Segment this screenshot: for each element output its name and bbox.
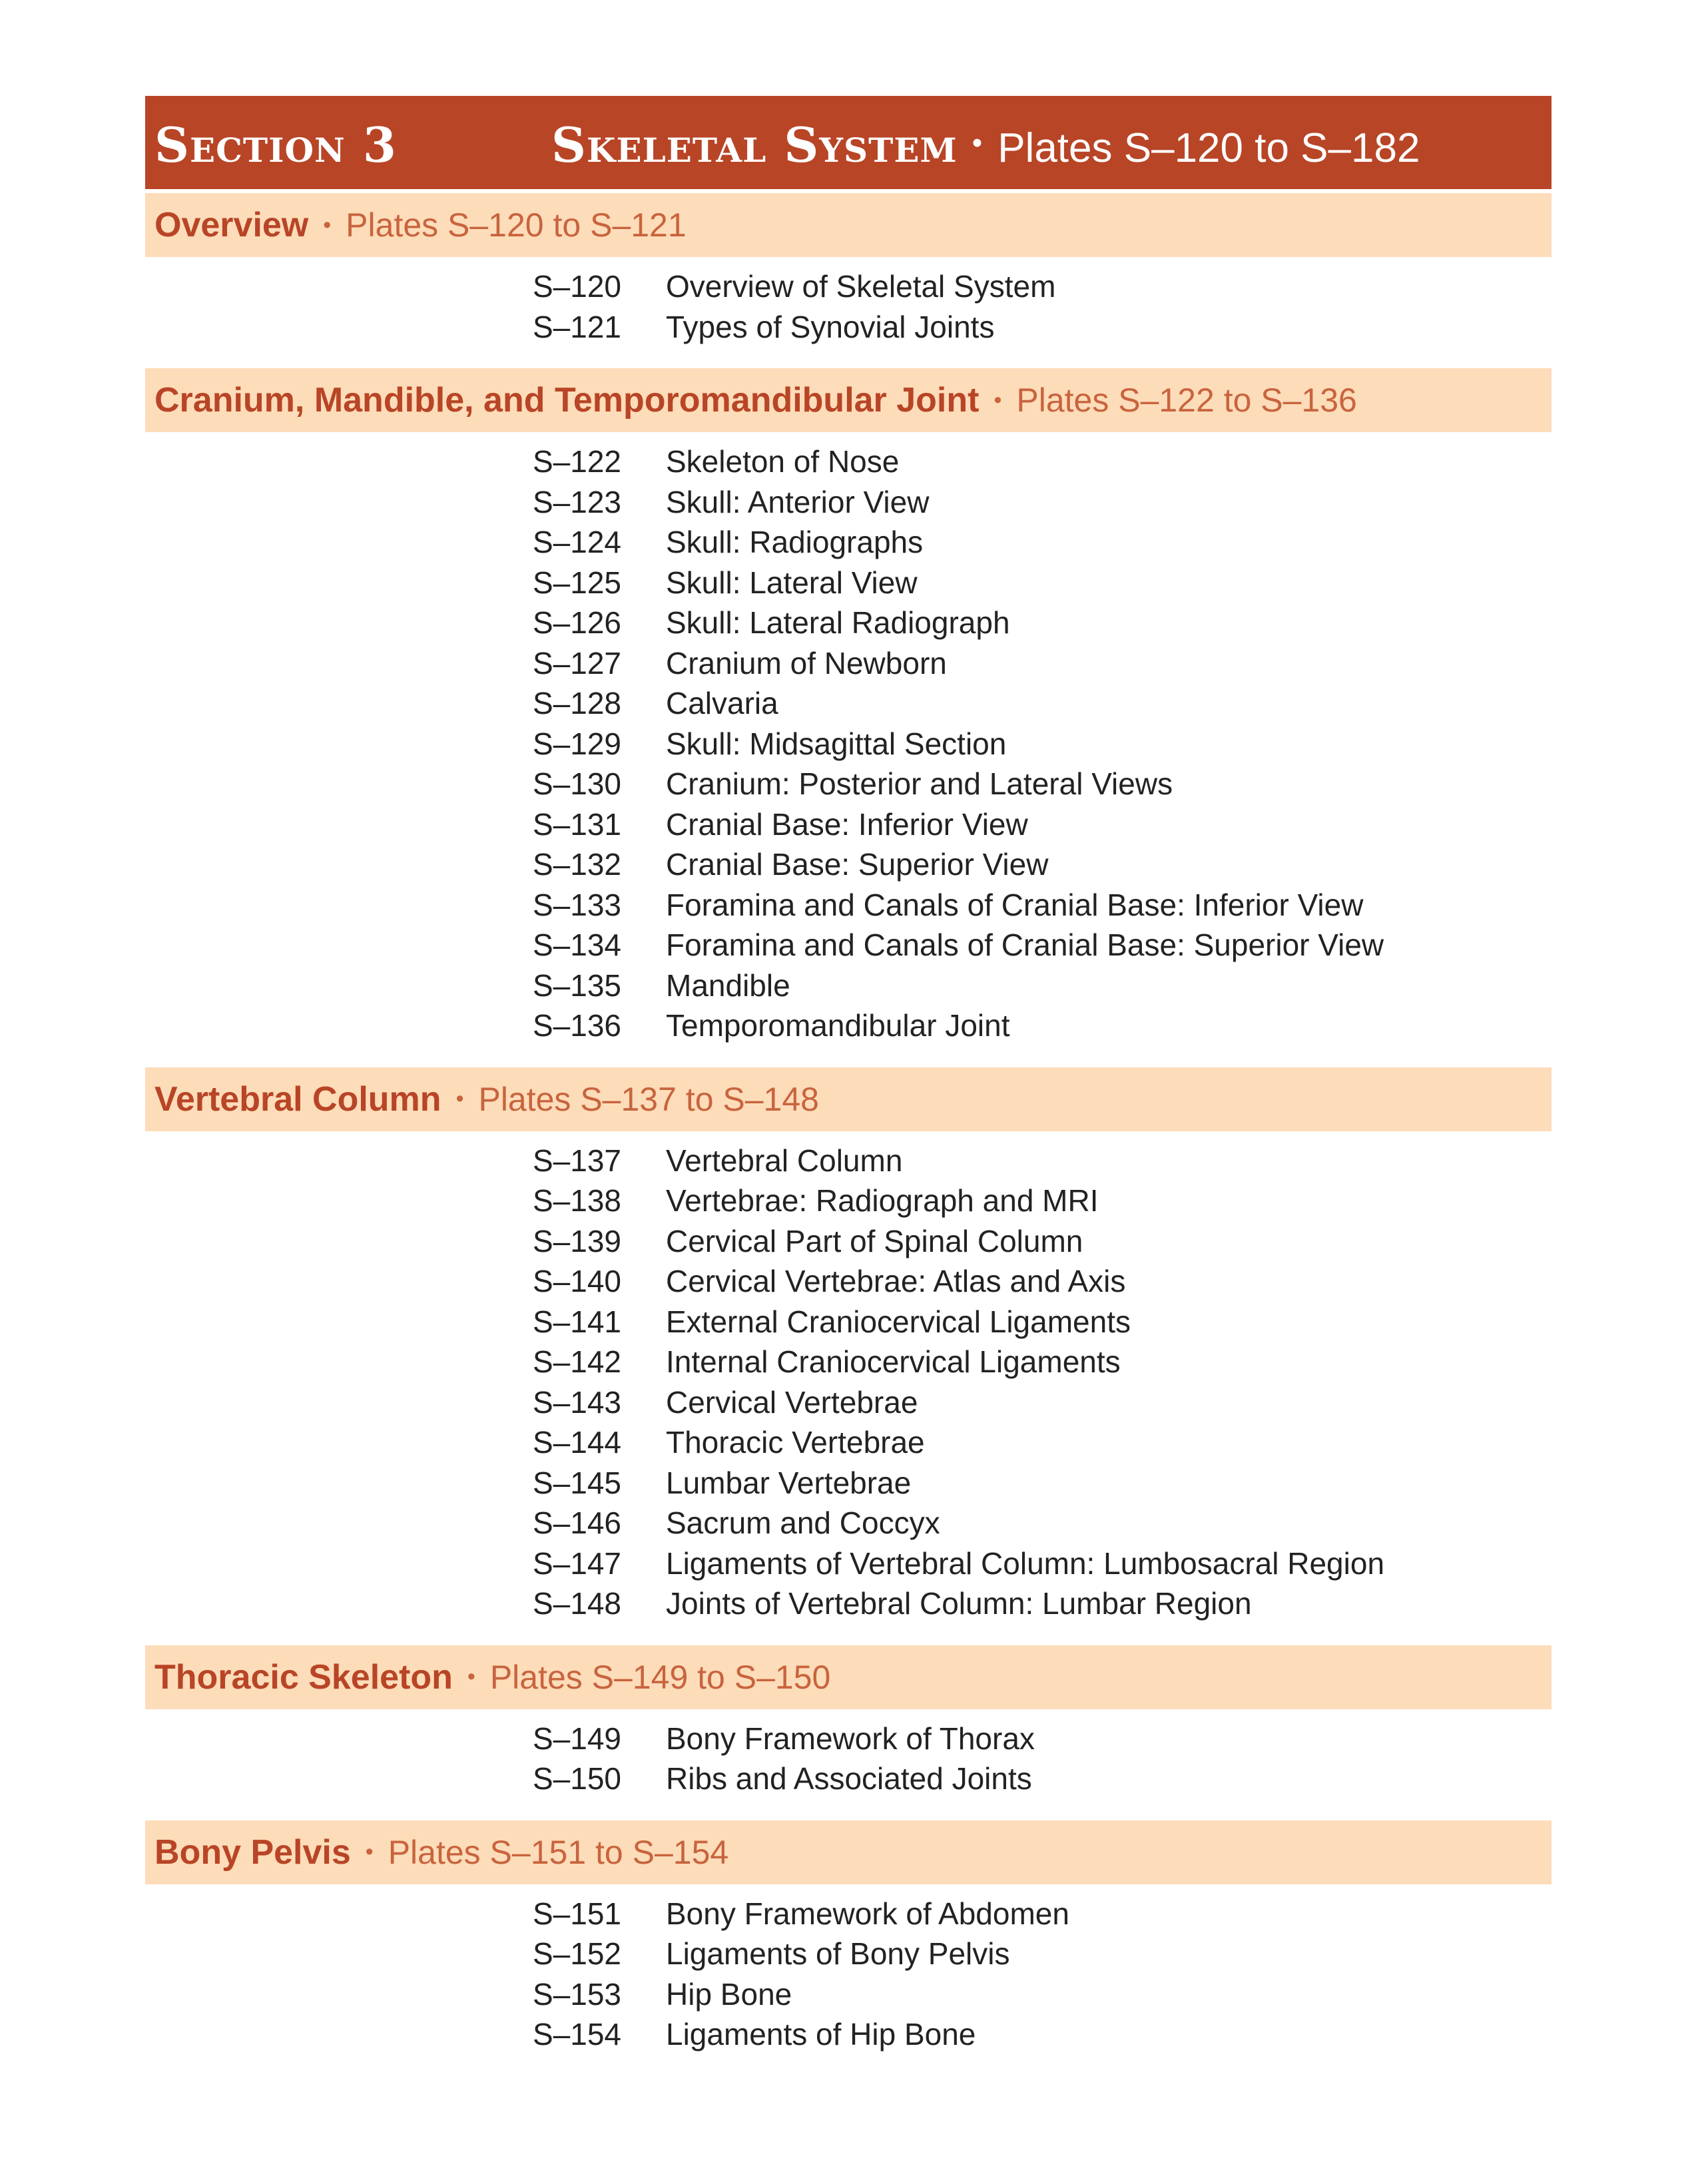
plate-title: Cervical Vertebrae [666, 1384, 918, 1420]
plate-list [145, 1884, 1552, 2072]
plate-entry [145, 643, 1552, 684]
plate-code: S–124 [533, 525, 622, 560]
subsection-header [145, 1645, 1552, 1709]
subsection-plates: Plates S–122 to S–136 [1016, 382, 1357, 419]
plate-title: Skull: Lateral View [666, 565, 918, 600]
plate-title: Bony Framework of Abdomen [666, 1896, 1069, 1931]
plate-title: Cranium of Newborn [666, 645, 947, 681]
plate-entry [145, 1342, 1552, 1382]
bullet-separator: • [323, 212, 332, 238]
plate-title: Skull: Midsagittal Section [666, 726, 1007, 761]
plate-entry [145, 683, 1552, 724]
plate-code: S–120 [533, 269, 622, 304]
plate-title: Mandible [666, 967, 790, 1003]
plate-entry [145, 522, 1552, 563]
plate-code: S–147 [533, 1545, 622, 1581]
plate-code: S–136 [533, 1008, 622, 1043]
plate-code: S–151 [533, 1896, 622, 1931]
plate-code: S–143 [533, 1384, 622, 1420]
plate-list [145, 257, 1552, 364]
plate-entry [145, 441, 1552, 482]
plate-title: Internal Craniocervical Ligaments [666, 1344, 1121, 1380]
plate-title: Ligaments of Bony Pelvis [666, 1936, 1010, 1972]
plate-title: Thoracic Vertebrae [666, 1425, 925, 1460]
plate-code: S–128 [533, 686, 622, 721]
plate-entry [145, 1583, 1552, 1624]
plate-entry [145, 1422, 1552, 1463]
plate-title: External Craniocervical Ligaments [666, 1304, 1131, 1339]
plate-entry [145, 482, 1552, 523]
plate-title: Joints of Vertebral Column: Lumbar Region [666, 1586, 1252, 1621]
subsection-title: Bony Pelvis [154, 1832, 351, 1872]
plate-code: S–131 [533, 806, 622, 842]
plate-code: S–150 [533, 1761, 622, 1796]
plate-title: Cervical Vertebrae: Atlas and Axis [666, 1264, 1126, 1299]
plate-title: Ligaments of Vertebral Column: Lumbosacral Region [666, 1545, 1385, 1581]
plate-code: S–142 [533, 1344, 622, 1380]
plate-code: S–132 [533, 847, 622, 882]
subsection-title: Vertebral Column [154, 1079, 441, 1119]
plate-title: Calvaria [666, 686, 778, 721]
subsection-plates: Plates S–120 to S–121 [346, 206, 687, 244]
plate-list [145, 1131, 1552, 1641]
plate-entry [145, 724, 1552, 764]
plate-code: S–133 [533, 887, 622, 922]
plate-title: Overview of Skeletal System [666, 269, 1056, 304]
bullet-separator: • [455, 1086, 464, 1111]
plate-code: S–126 [533, 605, 622, 641]
plate-entry [145, 764, 1552, 804]
plate-title: Bony Framework of Thorax [666, 1721, 1035, 1756]
plate-entry [145, 563, 1552, 603]
plate-code: S–130 [533, 766, 622, 802]
plate-entry [145, 1302, 1552, 1342]
plate-entry [145, 1974, 1552, 2015]
plate-code: S–144 [533, 1425, 622, 1460]
plate-entry [145, 1503, 1552, 1543]
plate-entry [145, 1894, 1552, 1934]
plate-entry [145, 2014, 1552, 2055]
toc-page [145, 96, 1552, 2072]
plate-code: S–138 [533, 1183, 622, 1219]
plate-code: S–125 [533, 565, 622, 600]
plate-title: Types of Synovial Joints [666, 309, 995, 344]
plate-code: S–121 [533, 309, 622, 344]
plate-title: Temporomandibular Joint [666, 1008, 1010, 1043]
section-title: Skeletal System [551, 117, 958, 173]
plate-code: S–139 [533, 1223, 622, 1258]
plate-entry [145, 1934, 1552, 1974]
plate-entry [145, 1382, 1552, 1423]
section-header [145, 96, 1552, 189]
plate-entry [145, 1719, 1552, 1759]
plate-entry [145, 1141, 1552, 1181]
plate-code: S–154 [533, 2017, 622, 2052]
bullet-separator: • [467, 1664, 475, 1689]
plate-entry [145, 925, 1552, 965]
subsection-title: Cranium, Mandible, and Temporomandibular Joint [154, 381, 980, 419]
plate-title: Ligaments of Hip Bone [666, 2017, 976, 2052]
plate-entry [145, 603, 1552, 643]
bullet-separator: • [993, 387, 1002, 413]
plate-title: Vertebral Column [666, 1143, 903, 1178]
plate-entry [145, 1221, 1552, 1262]
plate-entry [145, 885, 1552, 926]
plate-title: Skull: Anterior View [666, 484, 930, 519]
plate-title: Cranial Base: Superior View [666, 847, 1049, 882]
plate-code: S–152 [533, 1936, 622, 1972]
plate-code: S–148 [533, 1586, 622, 1621]
plate-code: S–140 [533, 1264, 622, 1299]
plate-entry [145, 1005, 1552, 1046]
subsection-header [145, 368, 1552, 432]
plate-list [145, 1709, 1552, 1816]
plate-code: S–134 [533, 928, 622, 963]
group-list [145, 193, 1552, 2072]
plate-entry [145, 266, 1552, 307]
plate-title: Hip Bone [666, 1976, 792, 2012]
plate-code: S–127 [533, 645, 622, 681]
subsection-header [145, 1067, 1552, 1131]
plate-code: S–153 [533, 1976, 622, 2012]
plate-title: Sacrum and Coccyx [666, 1505, 940, 1541]
plate-code: S–135 [533, 967, 622, 1003]
plate-entry [145, 307, 1552, 348]
plate-entry [145, 804, 1552, 845]
plate-title: Skeleton of Nose [666, 444, 900, 479]
plate-title: Ribs and Associated Joints [666, 1761, 1032, 1796]
plate-title: Lumbar Vertebrae [666, 1465, 912, 1500]
section-title-line [551, 117, 1420, 173]
plate-title: Skull: Radiographs [666, 525, 924, 560]
plate-entry [145, 1543, 1552, 1584]
plate-entry [145, 844, 1552, 885]
plate-entry [145, 1261, 1552, 1302]
plate-title: Cranium: Posterior and Lateral Views [666, 766, 1173, 802]
subsection-header [145, 193, 1552, 257]
section-label: Section 3 [154, 117, 397, 173]
plate-entry [145, 965, 1552, 1006]
plate-list [145, 432, 1552, 1063]
plate-code: S–141 [533, 1304, 622, 1339]
plate-code: S–146 [533, 1505, 622, 1541]
plate-title: Vertebrae: Radiograph and MRI [666, 1183, 1099, 1219]
bullet-separator: • [365, 1839, 374, 1864]
subsection-plates: Plates S–149 to S–150 [489, 1658, 831, 1696]
plate-entry [145, 1759, 1552, 1799]
plate-code: S–145 [533, 1465, 622, 1500]
subsection-plates: Plates S–137 to S–148 [478, 1080, 819, 1118]
plate-title: Foramina and Canals of Cranial Base: Inferior View [666, 887, 1364, 922]
bullet-separator: • [972, 127, 984, 159]
plate-title: Skull: Lateral Radiograph [666, 605, 1010, 641]
plate-code: S–122 [533, 444, 622, 479]
plate-code: S–123 [533, 484, 622, 519]
plate-title: Cranial Base: Inferior View [666, 806, 1028, 842]
plate-code: S–137 [533, 1143, 622, 1178]
subsection-title: Overview [154, 206, 309, 244]
plate-code: S–129 [533, 726, 622, 761]
plate-title: Foramina and Canals of Cranial Base: Superior View [666, 928, 1384, 963]
plate-code: S–149 [533, 1721, 622, 1756]
subsection-plates: Plates S–151 to S–154 [388, 1833, 729, 1871]
plate-title: Cervical Part of Spinal Column [666, 1223, 1083, 1258]
section-plates: Plates S–120 to S–182 [997, 125, 1420, 171]
subsection-header [145, 1820, 1552, 1884]
subsection-title: Thoracic Skeleton [154, 1657, 453, 1697]
plate-entry [145, 1181, 1552, 1221]
plate-entry [145, 1463, 1552, 1503]
